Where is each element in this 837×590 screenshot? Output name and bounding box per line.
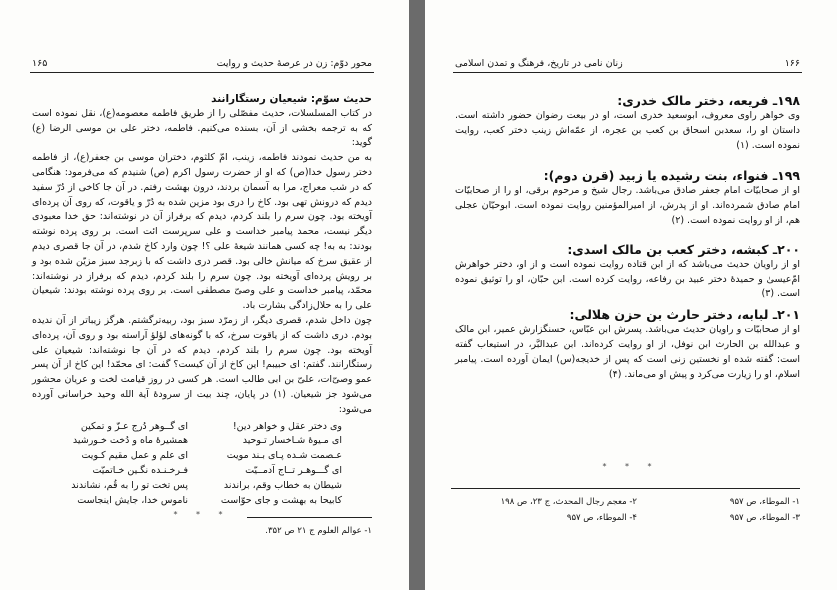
- left-footnote-rule: [247, 517, 372, 518]
- left-page: [0, 0, 409, 590]
- left-page-number: ۱۶۵: [32, 58, 48, 69]
- poem-verse: ای علم و عمل مقیم کـویت: [81, 450, 188, 462]
- entry-title: ۱۹۸ـ فریعه، دختر مالک خدری:: [617, 93, 800, 108]
- left-page-body: [32, 92, 372, 523]
- poem-verse: فـرخـنـده نگـین خـاتمیّت: [92, 464, 188, 476]
- poem-verse: ای گـــوهـر تــاج آدمــیّت: [245, 464, 342, 476]
- right-footnote-rule: [451, 488, 800, 489]
- poem-verse: کابیحا به بهشت و جای حوّاست: [220, 494, 342, 506]
- entry-text: او از راویان حدیث می‌باشد که از ابن قتاده روایت نموده است و از او، دختر خواهرش امّ‌عیسیٰ و حمیدهٔ دختر عبید بن رفاعه، روایت کرده است. ابن حبّان، او را توثیق نموده است. (۳): [455, 258, 800, 300]
- footnote: ۲- معجم رجال المحدث، ج ۲۳، ص ۱۹۸: [500, 497, 637, 507]
- right-header-rule: [453, 72, 802, 73]
- right-page-body: [455, 92, 800, 382]
- entry-title: ۱۹۹ـ فنواء، بنت رشیده یا زبید (قرن دوم):: [543, 168, 800, 184]
- poem-verse: پس تخت تو را به قُم، نشاندند: [71, 479, 188, 491]
- section-stars: * * *: [602, 462, 660, 471]
- paragraph: چون داخل شدم، قصری دیگر، از زمرّد سبز بود، ربیه‌ترگشتم. هرگز زیباتر از آن ندیده بودم. دری داشت که از یاقوت سرخ، که با گونه‌های لؤلؤ آراسته بود و روی آن، پرده‌ای آویخته بود. چون سرم را بلند کردم، دیدم که در آن جا نوشته‌اند: شیعیان علی رستگارانند. گفتم: ای حبیبم! این کاخ از آن کیست؟ گفت: ای محمّد! این کاخ از آن پسر عمو وصیّ‌ات، علیّ بن ابی طالب است. هر کسی در روز قیامت لخت و عریان محشور می‌شود جز شیعیان. (۱) در پایان، چند بیت از سرودهٔ آیة الله وحید خراسانی آورده می‌شود:: [32, 314, 372, 415]
- section-title: حدیث سوّم: شیعیان رستگارانند: [211, 93, 372, 105]
- left-page-running-head: محور دوّم: زن در عرصهٔ حدیث و روایت: [216, 58, 372, 69]
- right-page: [425, 0, 837, 590]
- right-page-number: ۱۶۶: [784, 58, 800, 69]
- entry-text: او از صحابیّات و راویان حدیث می‌باشد. پسرش ابن عبّاس، حسنگزارش عمیر، ابن مالک و عبدالله بن الحارث ابن نوفل، از او روایت کرده‌اند. ابن عبدالبَّر، در استیعاب گفته است: گفته شده او نخستین زنی است که پس از خدیجه(س) ایمان آورده است. پیامبر اسلام، او را زیارت می‌کرد و پیش او می‌ماند. (۴): [455, 324, 800, 380]
- poem-verse: همشیرهٔ ماه و دُخت خـورشید: [72, 435, 188, 447]
- section-stars: * * *: [173, 510, 231, 520]
- entry-title: ۲۰۱ـ لبابه، دختر حارث بن حزن هلالی:: [569, 307, 800, 323]
- right-page-running-head: زنان نامی در تاریخ، فرهنگ و تمدن اسلامی: [455, 58, 623, 69]
- paragraph: به من حدیث نمودند فاطمه، زینب، امّ کلثوم، دختران موسی بن جعفر(ع)، از فاطمه دختر رسول خدا(ص) که او از حضرت رسول اکرم (ص) شنیدم که می‌فرمود: هنگامی که در شب معراج، مرا به آسمان بردند، درون بهشت رفتم. در آن جا کاخی از دُرّ سفید دیدم که درونش تهی بود. کاخ را دری بود مزین شده به دُرّ و یاقوت، که روی آن پرده‌ای آویخته بود. چون سرم را بلند کردم، دیدم که برفراز آن در نوشته‌اند: حق خدا معبودی دیگر نیست، محمد پیامبر خداست و علی سرپرست ائت است. بر روی پرده نوشته بودند: به‌ به! چه‌ کسی همانند شیعهٔ علی ؟! چون وارد کاخ شدم، در آن جا قصری دیدم از عقیق سرخ که میانش خالی بود. قصر دری داشت که با زبرجد سبز مزیّن شده بود و بر رویش پرده‌ای آویخته بود. چون سرم را بلند کردم، دیدم که برفراز در نوشته‌اند: محمّد، پیامبر خداست و علی وصیّ مصطفی است. بر روی پرده نوشته بودند: شیعیان علی را به حلال‌زادگی بشارت باد.: [32, 152, 372, 312]
- left-header-rule: [30, 72, 374, 73]
- poem-verse: شیطان به خطاب وقم، براندند: [223, 479, 342, 491]
- footnote: ۱- الموطاء، ص ۹۵۷: [729, 497, 800, 507]
- paragraph: در کتاب المسلسلات، حدیث مفصّلی را از طریق فاطمه معصومه(ع)، نقل نموده است که به ترجمه بخشی از آن، بسنده می‌کنیم. فاطمه، دختر علی بن موسی الرضا (ع) گوید:: [32, 107, 372, 149]
- footnote: ۴- الموطاء، ص ۹۵۷: [566, 513, 637, 523]
- poem-verse: ناموس خدا، جایش اینجاست: [77, 494, 188, 506]
- poem-verse: عـصمت شـده پـای بـند مویت: [226, 450, 342, 462]
- poem: [32, 420, 372, 509]
- entry-text: وی خواهر راوی معروف، ابوسعید خدری است، او در بیعت رضوان حضور داشته است. داستان او را، سعدبن اسحاق بن کعب بن عجره، از عمّه‌اش زینب دختر کعب، روایت نموده است. (۱): [455, 110, 800, 151]
- footnote: ۳- الموطاء، ص ۹۵۷: [729, 513, 800, 523]
- entry-text: او از صحابیّات امام جعفر صادق می‌باشد. رجال شیخ و مرحوم برقی، او را از صحابیّات امام صادق شمرده‌اند. او از پدرش، از امیرالمؤمنین روایت نموده است. ابوحیّان عجلی هم، از او روایت نموده است. (۲): [455, 185, 800, 226]
- book-gutter: [409, 0, 425, 590]
- entry-title: ۲۰۰ـ کبشه، دختر کعب بن مالک اسدی:: [567, 241, 800, 257]
- footnote: ۱- عوالم العلوم ج ۲۱ ص ۳۵۲.: [265, 526, 372, 536]
- poem-verse: وی دختر عقل و خواهر دین!: [232, 420, 342, 432]
- poem-verse: ای گــوهر دُرج عـزّ و تمکین: [80, 420, 188, 432]
- poem-verse: ای مـیوهٔ شـاخسار تـوحید: [242, 435, 342, 447]
